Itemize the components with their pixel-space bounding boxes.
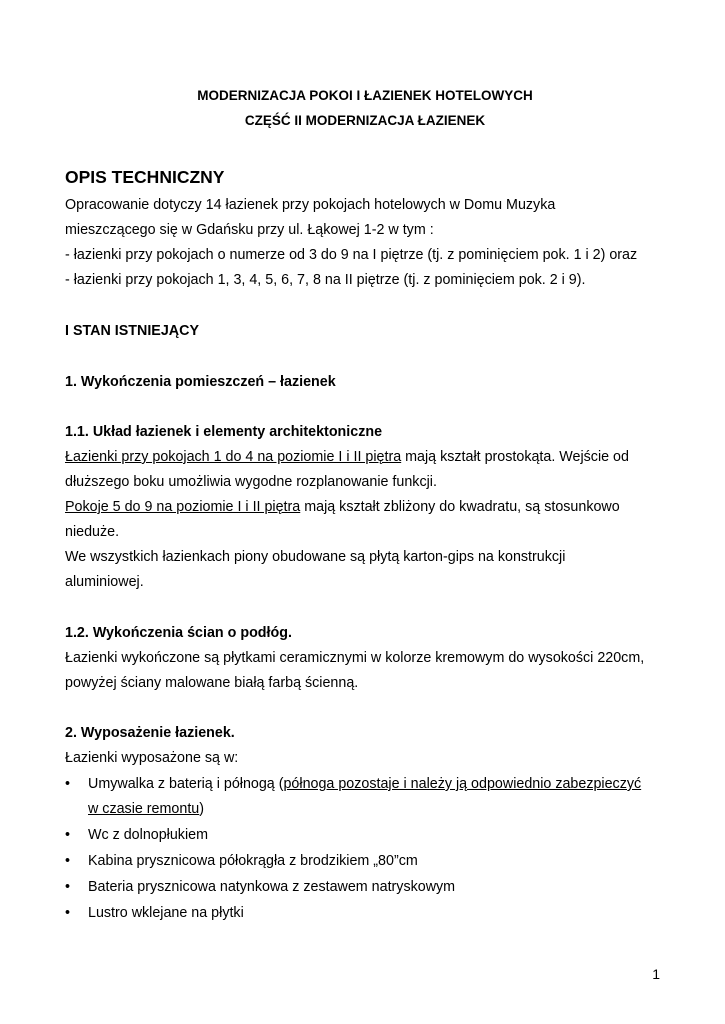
equipment-intro: Łazienki wyposażone są w:	[65, 750, 239, 766]
section-1-heading: I STAN ISTNIEJĄCY	[65, 323, 199, 339]
equipment-item-2: Wc z dolnopłukiem	[88, 827, 208, 843]
header-line-1: MODERNIZACJA POKOI I ŁAZIENEK HOTELOWYCH	[197, 88, 533, 103]
intro-line-1: Opracowanie dotyczy 14 łazienek przy pokojach hotelowych w Domu Muzyka	[65, 197, 556, 213]
subsection-1-heading: 1. Wykończenia pomieszczeń – łazienek	[65, 374, 336, 390]
underlined-text: w czasie remontu	[88, 801, 200, 817]
equipment-item-3: Kabina prysznicowa półokrągła z brodzikiem „80”cm	[88, 853, 418, 869]
subsection-1-1-heading: 1.1. Układ łazienek i elementy architektoniczne	[65, 424, 383, 440]
page-number: 1	[652, 966, 660, 982]
text-span: Umywalka z baterią i półnogą (	[88, 776, 284, 792]
equipment-item-1-continued	[88, 801, 204, 817]
bullet-icon: •	[65, 853, 71, 869]
equipment-item-5: Lustro wklejane na płytki	[88, 905, 244, 921]
bullet-icon: •	[65, 827, 71, 843]
paragraph-1-1-line-6: aluminiowej.	[65, 574, 144, 590]
paragraph-1-2-line-2: powyżej ściany malowane białą farbą ścienną.	[65, 675, 359, 691]
paragraph-1-1-line-4: nieduże.	[65, 524, 120, 540]
paragraph-1-1-line-2: dłuższego boku umożliwia wygodne rozplanowanie funkcji.	[65, 474, 437, 490]
underlined-text: półnoga pozostaje i należy ją odpowiednio zabezpieczyć	[283, 776, 642, 792]
text-span: )	[199, 801, 205, 817]
text-span: mają kształt zbliżony do kwadratu, są stosunkowo	[300, 499, 620, 515]
paragraph-1-2-line-1: Łazienki wykończone są płytkami ceramicznymi w kolorze kremowym do wysokości 220cm,	[65, 650, 645, 666]
equipment-item-1	[88, 776, 641, 792]
header-line-2: CZĘŚĆ II MODERNIZACJA ŁAZIENEK	[244, 113, 486, 128]
intro-line-4: - łazienki przy pokojach 1, 3, 4, 5, 6, 7, 8 na II piętrze (tj. z pominięciem pok. 2 i 9).	[65, 272, 586, 288]
subsection-2-heading: 2. Wyposażenie łazienek.	[65, 725, 235, 741]
bullet-icon: •	[65, 879, 71, 895]
paragraph-1-1-line-3	[65, 499, 620, 515]
paragraph-1-1-line-1	[65, 449, 629, 465]
intro-line-2: mieszczącego się w Gdańsku przy ul. Łąkowej 1-2 w tym :	[65, 222, 434, 238]
paragraph-1-1-line-5: We wszystkich łazienkach piony obudowane są płytą karton-gips na konstrukcji	[65, 549, 566, 565]
intro-line-3: - łazienki przy pokojach o numerze od 3 do 9 na I piętrze (tj. z pominięciem pok. 1 i 2) oraz	[65, 247, 638, 263]
underlined-text: Łazienki przy pokojach 1 do 4 na poziomie I i II piętra	[65, 449, 402, 465]
subsection-1-2-heading: 1.2. Wykończenia ścian o podłóg.	[65, 625, 292, 641]
underlined-text: Pokoje 5 do 9 na poziomie I i II piętra	[65, 499, 301, 515]
bullet-icon: •	[65, 776, 71, 792]
text-span: mają kształt prostokąta. Wejście od	[401, 449, 629, 465]
bullet-icon: •	[65, 905, 71, 921]
equipment-item-4: Bateria prysznicowa natynkowa z zestawem natryskowym	[88, 879, 456, 895]
document-title: OPIS TECHNICZNY	[65, 167, 225, 187]
